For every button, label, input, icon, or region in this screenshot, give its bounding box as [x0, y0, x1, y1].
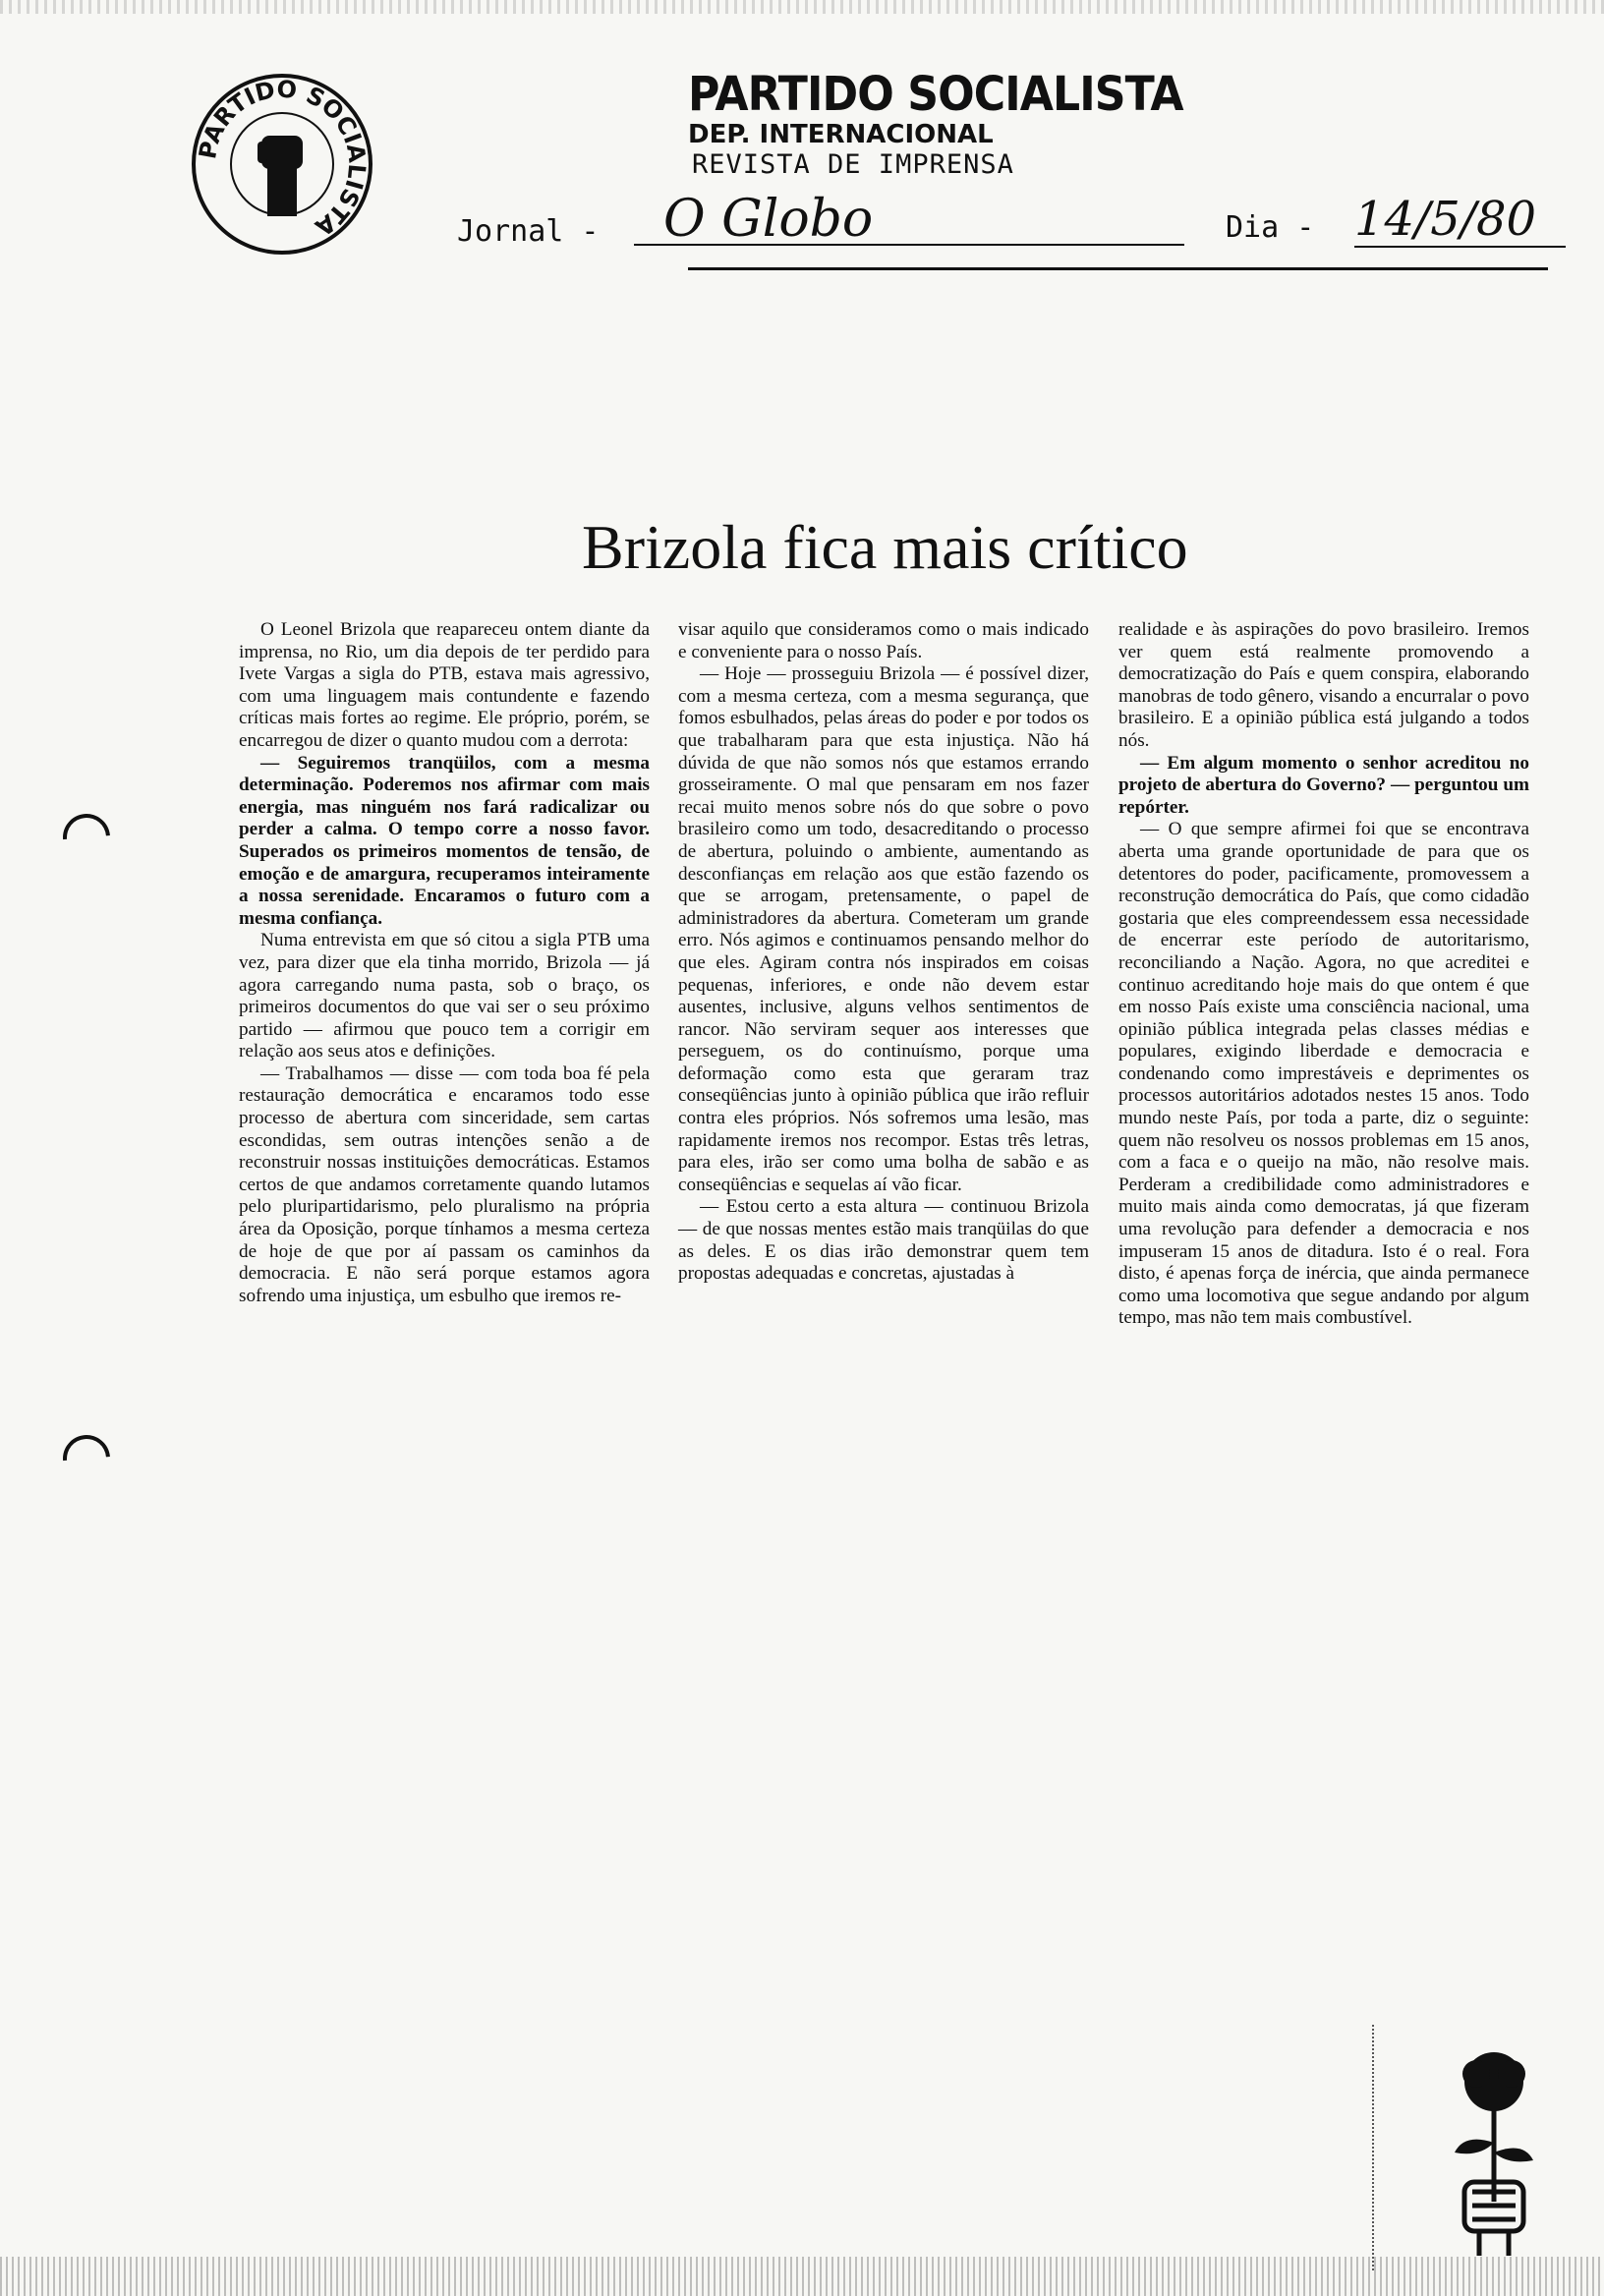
scan-line-mark — [1372, 2025, 1374, 2270]
punch-hole-top — [53, 804, 120, 871]
department: DEP. INTERNACIONAL — [688, 120, 994, 149]
paragraph: — Estou certo a esta altura — continuou Brizola — de que nossas mentes estão mais tranqüilas do que as deles. E os dias irão demonstrar quem tem propostas adequadas e concretas, ajustadas à — [678, 1196, 1089, 1285]
jornal-label: Jornal - — [457, 214, 600, 249]
svg-text:PARTIDO SOCIALISTA: PARTIDO SOCIALISTA — [194, 75, 372, 242]
dia-handwritten-value: 14/5/80 — [1354, 193, 1566, 248]
header-rule — [688, 267, 1548, 270]
section-name: REVISTA DE IMPRENSA — [692, 149, 1014, 180]
article-column-2 — [678, 619, 1089, 1286]
article-headline: Brizola fica mais crítico — [582, 512, 1188, 582]
reporter-question: — Em algum momento o senhor acreditou no projeto de abertura do Governo? — perguntou um repórter. — [1118, 752, 1529, 818]
paragraph: realidade e às aspirações do povo brasileiro. Iremos ver quem está realmente promovendo a democratização do País e quem conspira, elaborando manobras de todo gênero, visando a encurralar o povo brasileiro. E a opinião pública está julgando a todos nós. — [1118, 619, 1529, 751]
raised-fist-icon — [258, 136, 303, 216]
punch-hole-bottom — [53, 1425, 120, 1492]
article-column-1 — [239, 619, 650, 1307]
paragraph: Numa entrevista em que só citou a sigla PTB uma vez, para dizer que ela tinha morrido, Brizola — já agora carregando numa pasta, sob o braço, os primeiros documentos do que vai ser o seu próximo partido — afirmou que pouco tem a corrigir em relação aos seus atos e definições. — [239, 930, 650, 1062]
paragraph: — O que sempre afirmei foi que se encontrava aberta uma grande oportunidade de para que os detentores do poder, pacificamente, promovessem a reconstrução democrática do País, que como cidadão gostaria que eles compreendessem essa necessidade de encerrar este período de autoritarismo, reconciliando a Nação. Agora, no que acreditei e continuo acreditando hoje mais do que ontem é que em nosso País existe uma consciência nacional, uma opinião pública integrada pelas classes médias e populares, exigindo liberdade e democracia e condenando como imprestáveis e deprimentes os processos autoritários adotados nestes 15 anos. Todo mundo neste País, por toda a parte, diz o seguinte: quem não resolveu os nossos problemas em 15 anos, com a faca e o queijo na mão, não resolve mais. Perderam a credibilidade como administradores e muito mais ainda como democratas, já que fizeram uma revolução para defender a democracia e nos impuseram 15 anos de ditadura. Isto é o real. Fora disto, é apenas força de inércia, que ainda permanece como uma locomotiva que segue andando por algum tempo, mas não tem mais combustível. — [1118, 819, 1529, 1329]
scan-edge-bottom — [0, 2257, 1604, 2296]
org-title: PARTIDO SOCIALISTA — [688, 67, 1183, 122]
fist-and-rose-icon — [1425, 2044, 1563, 2261]
jornal-handwritten-value: O Globo — [634, 193, 1184, 246]
paragraph: O Leonel Brizola que reapareceu ontem diante da imprensa, no Rio, um dia depois de ter perdido para Ivete Vargas a sigla do PTB, estava mais agressivo, com uma linguagem mais contundente e fazendo críticas mais fortes ao regime. Ele próprio, porém, se encarregou de dizer o quanto mudou com a derrota: — [239, 619, 650, 751]
article-column-3 — [1118, 619, 1529, 1330]
paragraph: — Seguiremos tranqüilos, com a mesma determinação. Poderemos nos afirmar com mais energia, mas ninguém nos fará radicalizar ou perder a calma. O tempo corre a nosso favor. Superados os primeiros momentos de tensão, de emoção e de amargura, recuperamos inteiramente a nossa serenidade. Encaramos o futuro com a mesma confiança. — [239, 752, 650, 929]
paragraph: visar aquilo que consideramos como o mais indicado e conveniente para o nosso País. — [678, 619, 1089, 662]
paragraph: — Trabalhamos — disse — com toda boa fé pela restauração democrática e encaramos todo esse processo de abertura com sinceridade, sem cartas escondidas, sem outras intenções senão a de reconstruir nossas instituições democráticas. Estamos certos de que andamos corretamente quando lutamos pelo pluripartidarismo, pelo pluralismo na própria área da Oposição, porque tínhamos a mesma certeza de hoje de que por aí passam os caminhos da democracia. E não será porque estamos agora sofrendo uma injustiça, um esbulho que iremos re- — [239, 1062, 650, 1306]
dia-label: Dia - — [1226, 210, 1315, 245]
party-logo-seal — [189, 71, 375, 258]
paragraph: — Hoje — prosseguiu Brizola — é possível dizer, com a mesma certeza, com a mesma segurança, que fomos esbulhados, pelas áreas do poder e por todos os que trabalharam para que esta injustiça. Não há dúvida de que não somos nós que estamos errando grosseiramente. O mal que pensaram em nos fazer recai muito menos sobre nós do que sobre o povo brasileiro como um todo, desacreditando o processo de abertura, poluindo o ambiente, aumentando as desconfianças em relação aos que estão fazendo os que se arrogam, pretensamente, o papel de administradores da abertura. Cometeram um grande erro. Nós agimos e continuamos pensando melhor do que eles. Agiram contra nós inspirados em coisas pequenas, inferiores, e onde não devem estar ausentes, inclusive, alguns velhos sentimentos de rancor. Não serviram sequer aos interesses que perseguem, os do continuísmo, porque uma deformação como esta que geraram traz conseqüências junto à opinião pública que irão refluir contra eles próprios. Nós sofremos uma lesão, mas rapidamente iremos nos recompor. Estas três letras, para eles, irão ser como uma bolha de sabão e as conseqüências e sequelas aí vão ficar. — [678, 663, 1089, 1195]
scan-edge-top — [0, 0, 1604, 14]
